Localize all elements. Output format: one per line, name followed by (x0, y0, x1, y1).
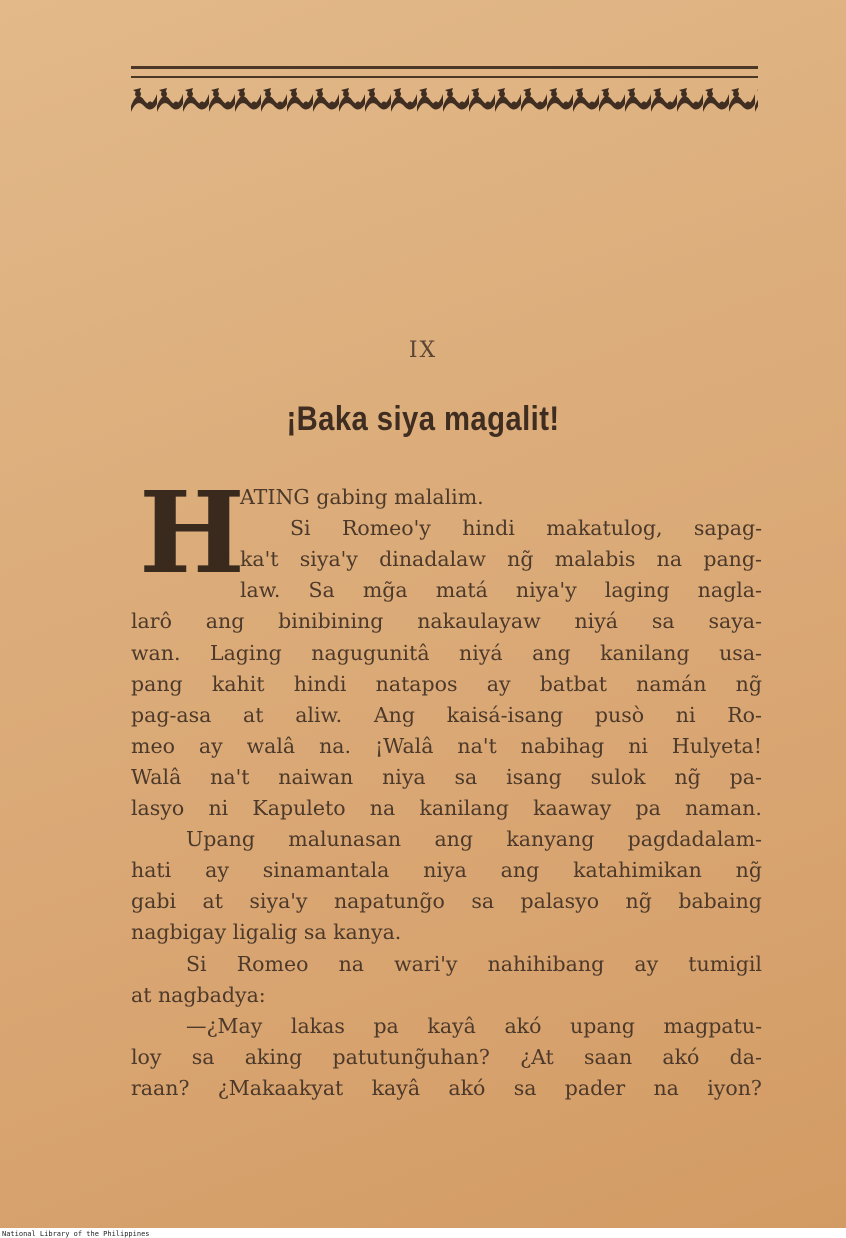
text-line: Si Romeo na wari'y nahihibang ay tumigil (186, 951, 762, 976)
chapter-title: ¡Baka siya magalit! (286, 400, 560, 438)
text-line: hati ay sinamantala niya ang katahimikan ng̃ (131, 858, 762, 883)
text-line: pang kahit hindi natapos ay batbat namán ng̃ (131, 671, 762, 696)
text-line: pag-asa at aliw. Ang kaisá-isang pusò ni Ro- (131, 702, 762, 727)
text-line: at nagbadya: (131, 982, 266, 1007)
text-line: gabi at siya'y napatung̃o sa palasyo ng̃ babaing (131, 889, 762, 914)
library-credit: National Library of the Philippines (2, 1230, 150, 1238)
text-line: larô ang binibining nakaulayaw niyá sa saya- (131, 609, 762, 634)
text-line: ATING gabing malalim. (240, 485, 484, 509)
text-line: meo ay walâ na. ¡Walâ na't nabihag ni Hulyeta! (131, 733, 762, 758)
drop-cap: H (139, 468, 245, 599)
text-line: law. Sa mg̃a matá niya'y laging nagla- (240, 578, 762, 603)
text-line: ka't siya'y dinadalaw ng̃ malabis na pang- (240, 547, 762, 572)
ornamental-border (131, 84, 758, 114)
text-line: wan. Laging nagugunitâ niyá ang kanilang usa- (131, 640, 762, 665)
second-rule (131, 76, 758, 78)
chapter-number: IX (408, 338, 438, 363)
top-rule (131, 66, 758, 69)
text-line: nagbigay ligalig sa kanya. (131, 920, 402, 945)
text-line: Upang malunasan ang kanyang pagdadalam- (186, 827, 762, 852)
text-line: lasyo ni Kapuleto na kanilang kaaway pa naman. (131, 796, 762, 820)
text-line: Walâ na't naiwan niya sa isang sulok ng̃ pa- (131, 764, 762, 789)
text-line: Si Romeo'y hindi makatulog, sapag- (290, 516, 762, 541)
text-line: —¿May lakas pa kayâ akó upang magpatu- (186, 1013, 762, 1038)
text-line: loy sa aking patutung̃uhan? ¿At saan akó da- (131, 1044, 762, 1069)
text-line: raan? ¿Makaakyat kayâ akó sa pader na iyon? (131, 1075, 762, 1100)
